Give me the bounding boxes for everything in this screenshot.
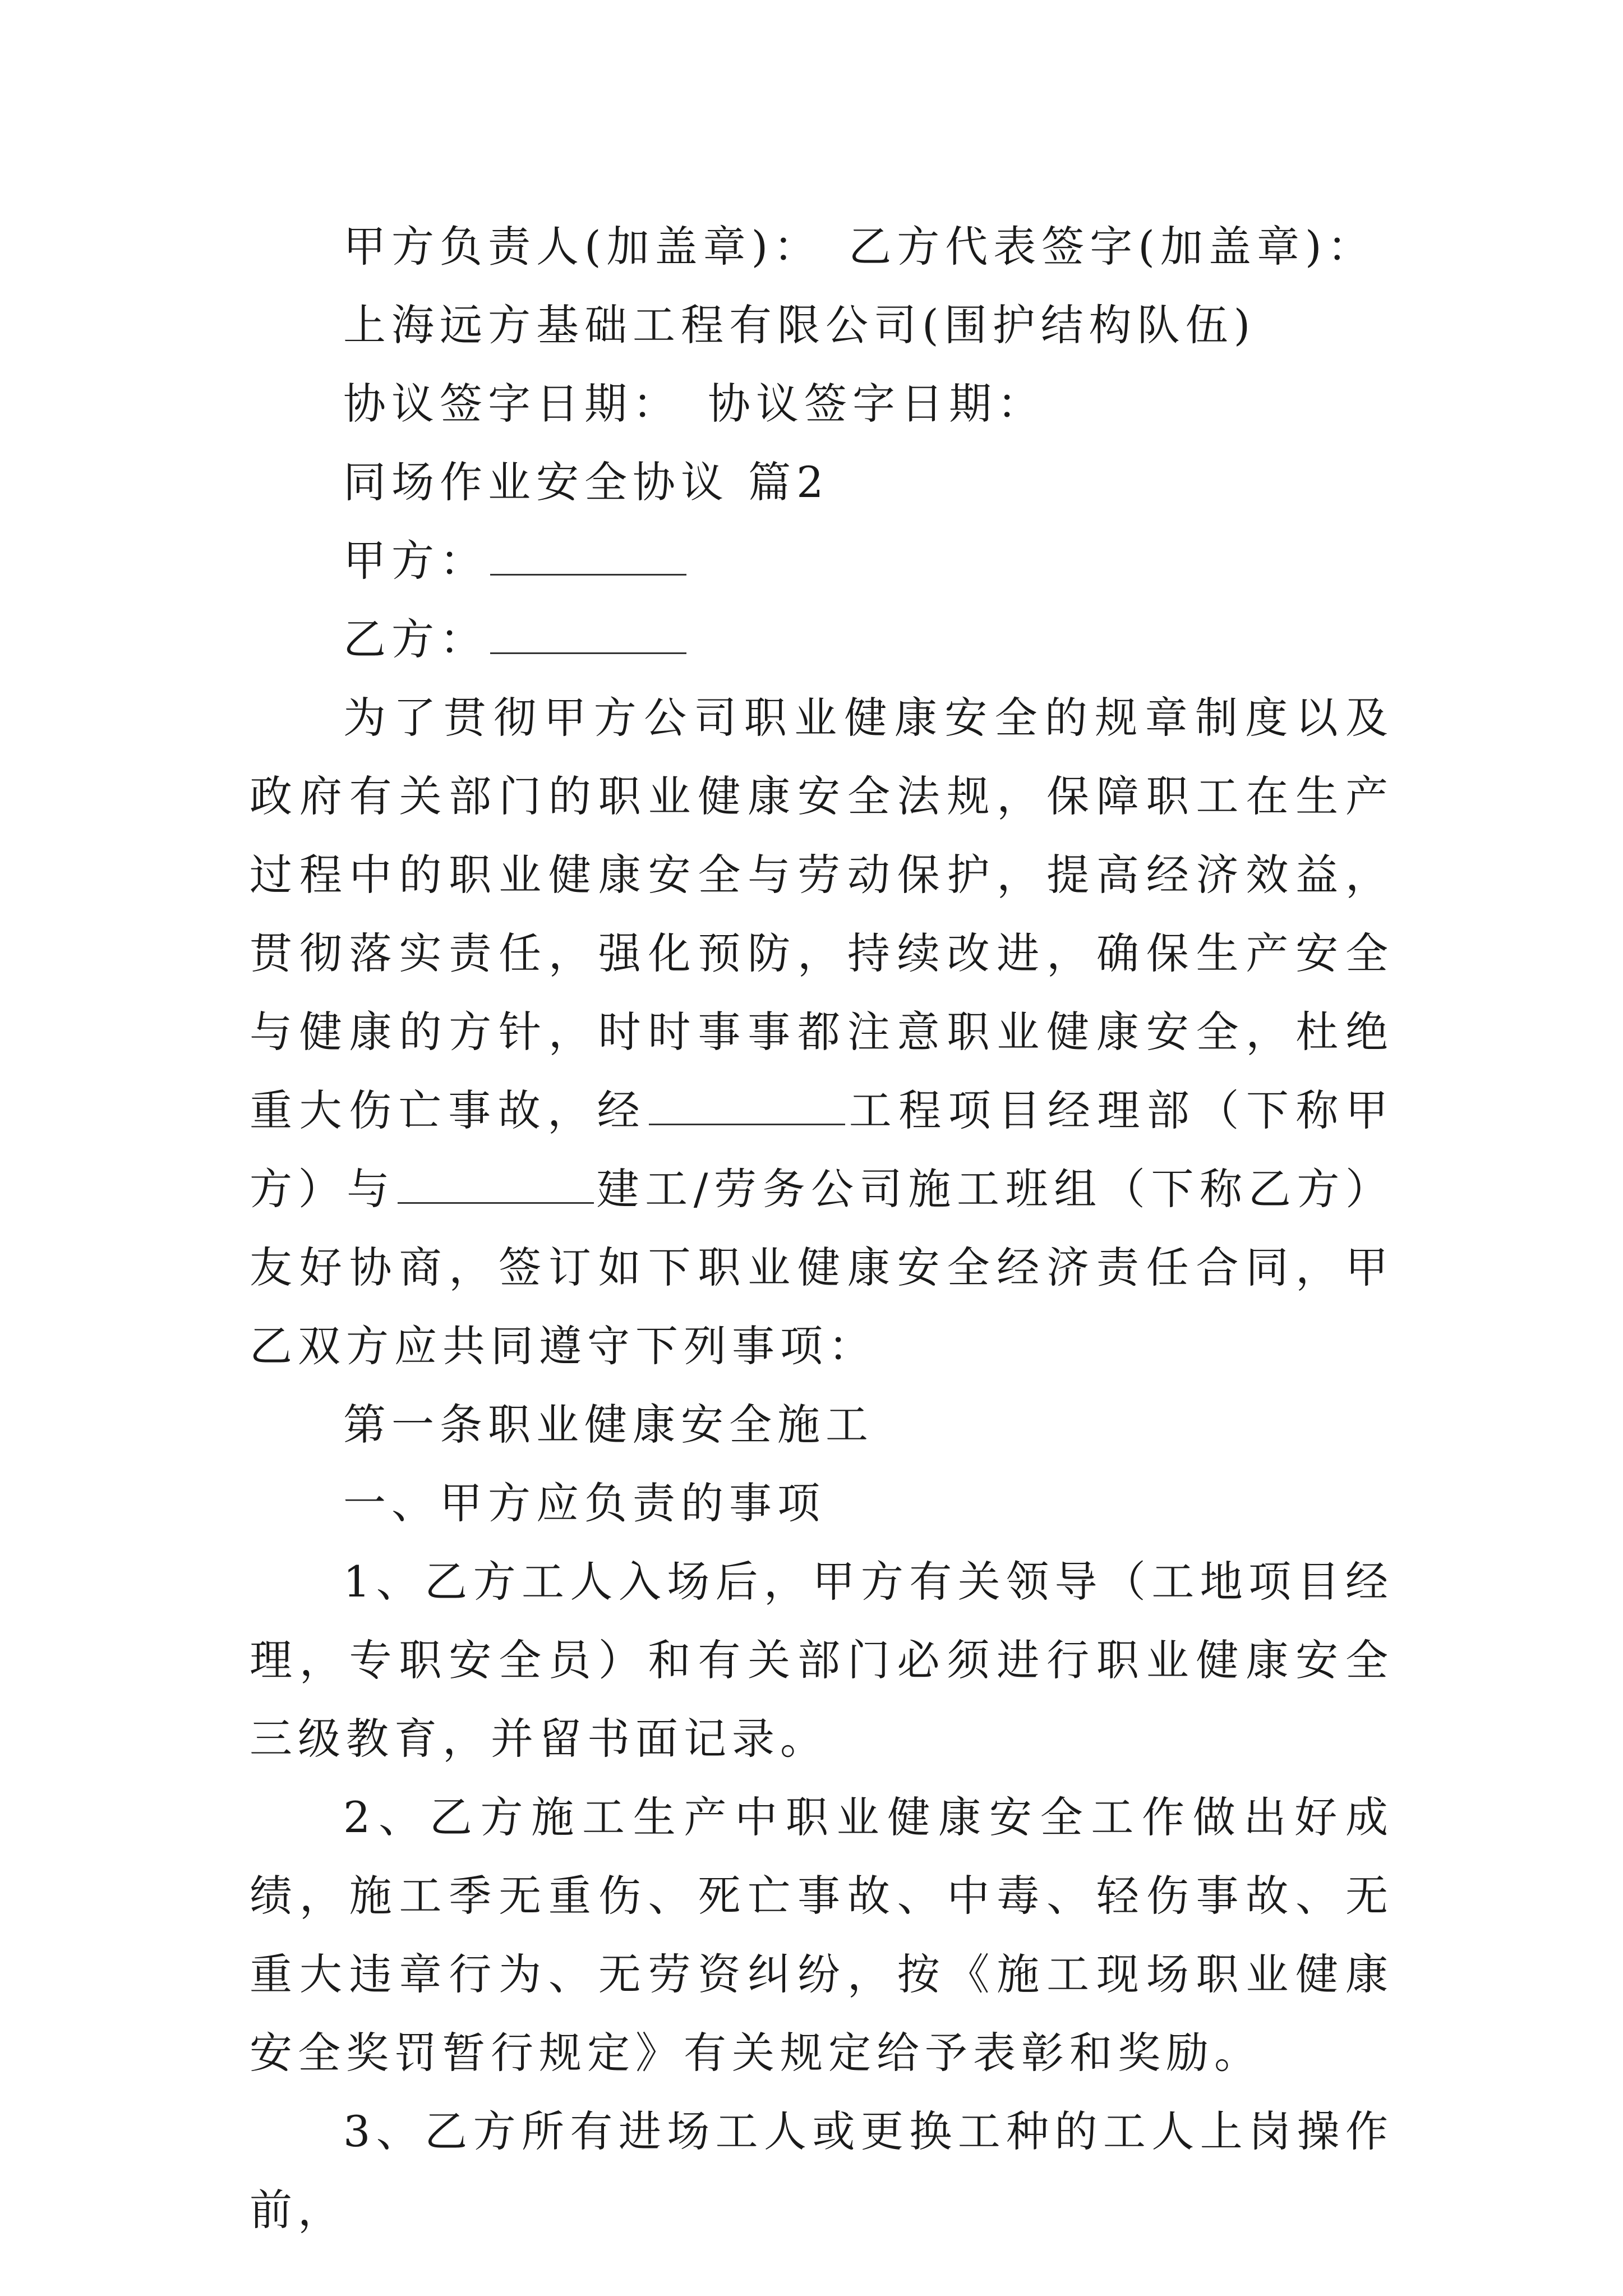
intro-paragraph <box>250 679 1394 1386</box>
party-a-blank <box>490 535 686 576</box>
party-b-line <box>250 600 1394 679</box>
intro-text-1: 为了贯彻甲方公司职业健康安全的规章制度以及政府有关部门的职业健康安全法规，保障职工在生产过程中的职业健康安全与劳动保护，提高经济效益，贯彻落实责任，强化预防，持续改进，确保生产安全与健康的方针，时时事事都注意职业健康安全，杜绝重大伤亡事故，经 <box>250 693 1394 1135</box>
section-title: 同场作业安全协议 篇2 <box>343 457 829 507</box>
article-1-title: 第一条职业健康安全施工 <box>343 1400 874 1450</box>
party-b-label: 乙方： <box>343 614 488 664</box>
subsection-1-title: 一、甲方应负责的事项 <box>343 1478 826 1528</box>
project-name-blank <box>649 1084 845 1125</box>
company-name-blank <box>398 1163 594 1204</box>
clause-item-1: 1、乙方工人入场后，甲方有关领导（工地项目经理，专职安全员）和有关部门必须进行职业健康安全三级教育，并留书面记录。 <box>250 1557 1394 1764</box>
party-b-blank <box>490 613 686 654</box>
company-line: 上海远方基础工程有限公司(围护结构队伍) <box>343 300 1256 350</box>
intro-text-2: 工程项目经理部（下称甲方）与 <box>250 1085 1394 1214</box>
clause-item-2: 2、乙方施工生产中职业健康安全工作做出好成绩，施工季无重伤、死亡事故、中毒、轻伤事故、无重大违章行为、无劳资纠纷，按《施工现场职业健康安全奖罚暂行规定》有关规定给予表彰和奖励。 <box>250 1792 1394 2078</box>
signature-line: 甲方负责人(加盖章)： 乙方代表签字(加盖章)： <box>343 222 1376 272</box>
agreement-date-line: 协议签字日期： 协议签字日期： <box>343 379 1045 429</box>
party-a-line <box>250 522 1394 600</box>
party-a-label: 甲方： <box>343 536 488 586</box>
document-body <box>250 208 1394 2249</box>
clause-item-3: 3、乙方所有进场工人或更换工种的工人上岗操作前， <box>250 2106 1394 2235</box>
intro-text-3: 建工/劳务公司施工班组（下称乙方）友好协商，签订如下职业健康安全经济责任合同，甲乙双方应共同遵守下列事项： <box>250 1164 1394 1371</box>
